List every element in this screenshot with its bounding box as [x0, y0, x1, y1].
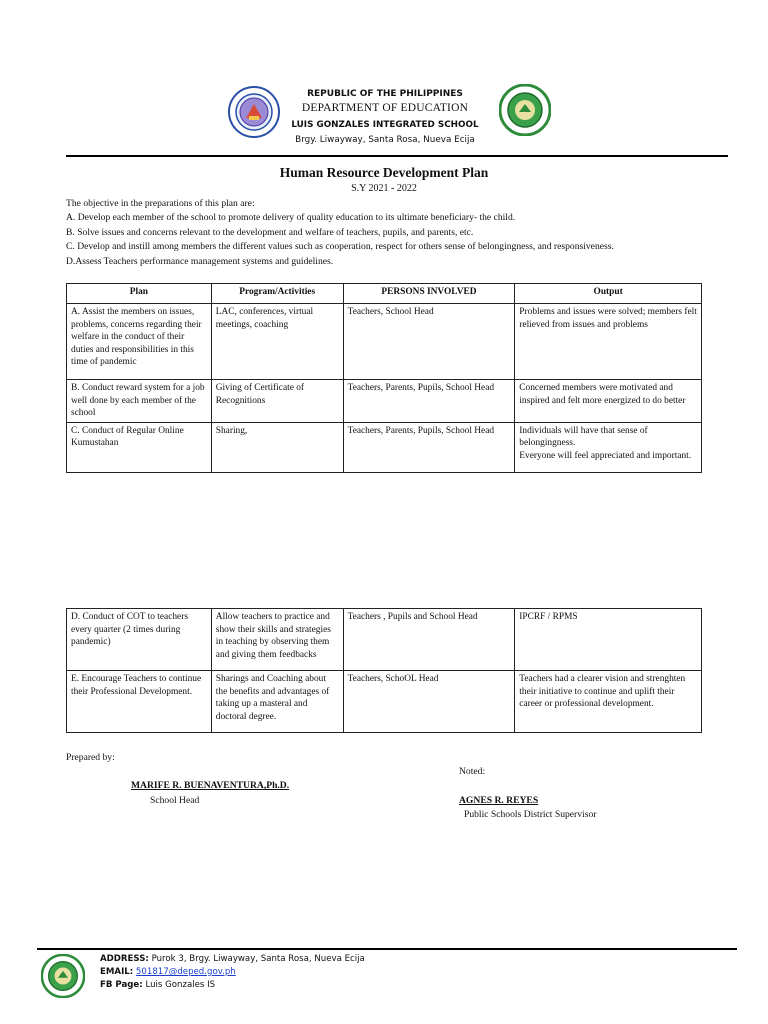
table-row: [67, 422, 702, 472]
header-address: Brgy. Liwayway, Santa Rosa, Nueva Ecija: [295, 135, 475, 145]
table-cell: Teachers, SchoOL Head: [343, 671, 515, 733]
plan-table: [66, 283, 702, 473]
footer-address-label: ADDRESS:: [100, 954, 149, 964]
table-header-row: [67, 284, 702, 304]
column-header: Program/Activities: [211, 284, 343, 304]
table-cell: Teachers, Parents, Pupils, School Head: [343, 422, 515, 472]
column-header: Plan: [67, 284, 212, 304]
column-header: Output: [515, 284, 702, 304]
objective-c: C. Develop and instill among members the different values such as cooperation, respect for others sense of belongingness, and responsiveness.: [66, 241, 614, 252]
table-cell: E. Encourage Teachers to continue their Professional Development.: [67, 671, 212, 733]
header-school: LUIS GONZALES INTEGRATED SCHOOL: [291, 120, 479, 130]
table-cell: LAC, conferences, virtual meetings, coaching: [211, 304, 343, 380]
plan-table-continued: [66, 608, 702, 733]
objective-b: B. Solve issues and concerns relevant to the development and welfare of teachers, pupils, and parents, etc.: [66, 227, 474, 238]
noted-label: Noted:: [459, 766, 486, 777]
footer-fb: [100, 980, 215, 990]
footer-divider: [37, 948, 737, 950]
objective-d: D.Assess Teachers performance management systems and guidelines.: [66, 256, 334, 267]
table-cell: B. Conduct reward system for a job well done by each member of the school: [67, 380, 212, 423]
email-link[interactable]: 501817@deped.gov.ph: [135, 967, 236, 977]
table-row: [67, 609, 702, 671]
column-header: PERSONS INVOLVED: [343, 284, 515, 304]
table-cell: A. Assist the members on issues, problems, concerns regarding their welfare in the conduct of their duties and responsibilities in this time of pandemic: [67, 304, 212, 380]
table-cell: Sharing,: [211, 422, 343, 472]
table-cell: Teachers , Pupils and School Head: [343, 609, 515, 671]
objective-a: A. Develop each member of the school to promote delivery of quality education to its ultimate beneficiary- the child.: [66, 212, 516, 223]
footer-email: [100, 967, 236, 977]
footer-fb-value: Luis Gonzales IS: [145, 980, 216, 990]
header-republic: REPUBLIC OF THE PHILIPPINES: [307, 89, 463, 99]
school-year: S.Y 2021 - 2022: [351, 183, 417, 194]
header-department: DEPARTMENT OF EDUCATION: [301, 102, 469, 114]
footer-address-value: Purok 3, Brgy. Liwayway, Santa Rosa, Nueva Ecija: [151, 954, 365, 964]
table-cell: Problems and issues were solved; members felt relieved from issues and problems: [515, 304, 702, 380]
table-cell: Sharings and Coaching about the benefits and advantages of taking up a masteral and doctoral degree.: [211, 671, 343, 733]
footer-address: [100, 954, 365, 964]
objectives-intro: The objective in the preparations of this plan are:: [66, 198, 255, 209]
table-cell: Concerned members were motivated and inspired and felt more energized to do better: [515, 380, 702, 423]
table-row: [67, 671, 702, 733]
table-cell: Allow teachers to practice and show their skills and strategies in teaching by observing them and giving them feedbacks: [211, 609, 343, 671]
noted-title: Public Schools District Supervisor: [464, 809, 597, 820]
table-cell: Giving of Certificate of Recognitions: [211, 380, 343, 423]
noted-name: AGNES R. REYES: [459, 795, 539, 806]
school-seal-icon: [41, 954, 85, 998]
footer-email-label: EMAIL:: [100, 967, 134, 977]
header-divider: [66, 155, 728, 157]
table-cell: D. Conduct of COT to teachers every quarter (2 times during pandemic): [67, 609, 212, 671]
page-title: Human Resource Development Plan: [279, 165, 489, 180]
table-cell: C. Conduct of Regular Online Kumustahan: [67, 422, 212, 472]
prepared-by-label: Prepared by:: [66, 752, 115, 763]
table-row: [67, 380, 702, 423]
table-cell: Teachers, Parents, Pupils, School Head: [343, 380, 515, 423]
prepared-by-title: School Head: [150, 795, 200, 806]
prepared-by-name: MARIFE R. BUENAVENTURA,Ph.D.: [131, 780, 290, 791]
table-cell: Teachers, School Head: [343, 304, 515, 380]
table-cell: Individuals will have that sense of belongingness. Everyone will feel appreciated and important.: [515, 422, 702, 472]
footer-fb-label: FB Page:: [100, 980, 143, 990]
table-cell: Teachers had a clearer vision and strenghten their initiative to continue and uplift their career or professional development.: [515, 671, 702, 733]
school-seal-icon: [499, 84, 551, 136]
table-cell: IPCRF / RPMS: [515, 609, 702, 671]
table-row: [67, 304, 702, 380]
